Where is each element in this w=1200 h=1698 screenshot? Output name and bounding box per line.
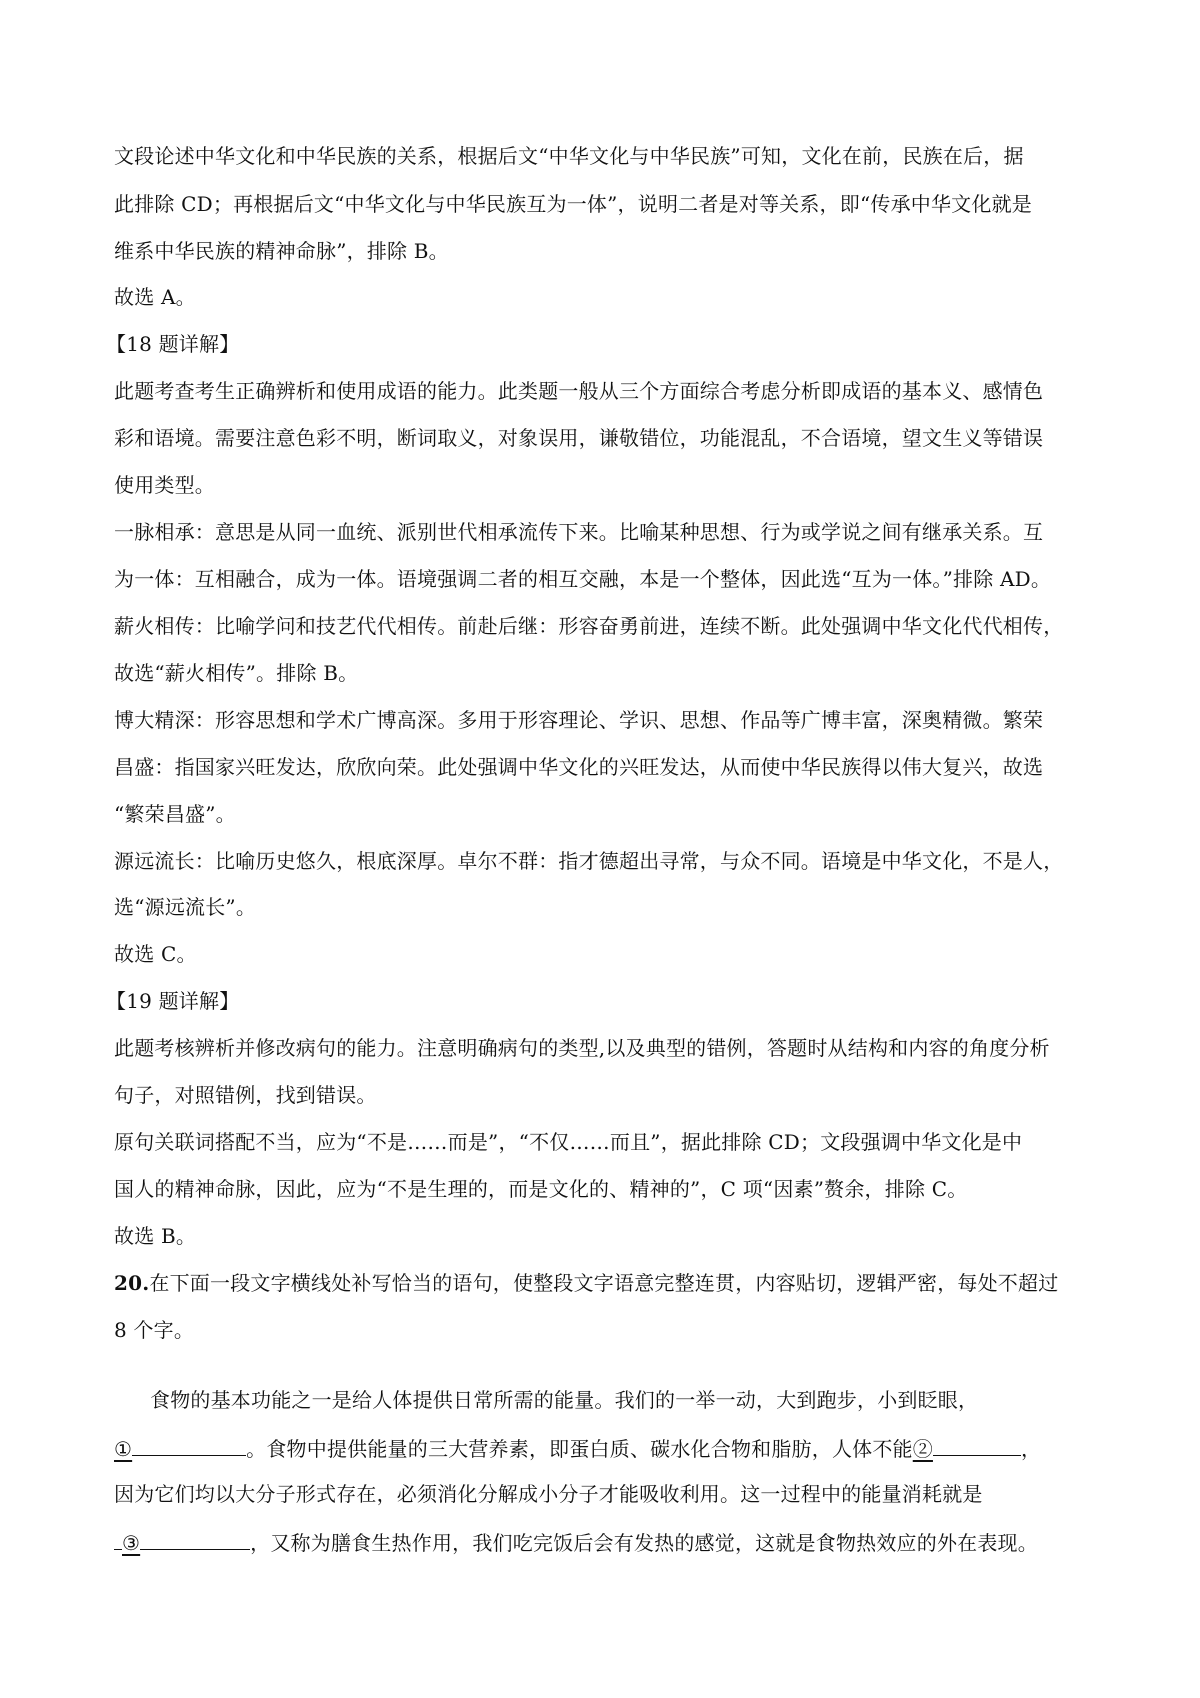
blank-3-lead [114, 1527, 122, 1550]
q19-heading: 【19 题详解】 [106, 989, 240, 1013]
blank-3-mark: ③ [122, 1531, 141, 1555]
q20-para-line-2-text: 。食物中提供能量的三大营养素，即蛋白质、碳水化合物和脂肪，人体不能 [246, 1437, 913, 1461]
q18-item1-line-2: 为一体：互相融合，成为一体。语境强调二者的相互交融，本是一个整体，因此选“互为一体。”排除 AD。 [114, 567, 1052, 591]
q20-para-line-4 [114, 1527, 1038, 1557]
q18-item4-line-1: 源远流长：比喻历史悠久，根底深厚。卓尔不群：指才德超出寻常，与众不同。语境是中华文化，不是人， [114, 849, 1064, 873]
q19-answer: 故选 B。 [114, 1224, 197, 1248]
q18-item1-line-1: 一脉相承：意思是从同一血统、派别世代相承流传下来。比喻某种思想、行为或学说之间有继承关系。互 [114, 520, 1044, 544]
q17-answer: 故选 A。 [114, 285, 196, 309]
q20-para-line-2-end: ， [1020, 1437, 1042, 1461]
q17-explain-line-3: 维系中华民族的精神命脉”，排除 B。 [114, 239, 449, 263]
q19-intro-line-1: 此题考核辨析并修改病句的能力。注意明确病句的类型,以及典型的错例，答题时从结构和内容的角度分析 [114, 1036, 1050, 1060]
q20-para-line-2 [114, 1433, 1041, 1463]
q20-stem-text-1: 在下面一段文字横线处补写恰当的语句，使整段文字语意完整连贯，内容贴切，逻辑严密，每处不超过 [149, 1271, 1059, 1295]
q20-para-line-1: 食物的基本功能之一是给人体提供日常所需的能量。我们的一举一动，大到跑步，小到眨眼， [150, 1388, 979, 1412]
q19-body-line-2: 国人的精神命脉，因此，应为“不是生理的，而是文化的、精神的”，C 项“因素”赘余，排除 C。 [114, 1177, 968, 1201]
q20-para-line-3: 因为它们均以大分子形式存在，必须消化分解成小分子才能吸收利用。这一过程中的能量消耗就是 [114, 1482, 983, 1506]
q19-intro-line-2: 句子，对照错例，找到错误。 [114, 1083, 377, 1107]
q18-item3-line-3: “繁荣昌盛”。 [114, 802, 236, 826]
blank-3[interactable] [140, 1527, 250, 1550]
q18-heading: 【18 题详解】 [106, 332, 240, 356]
q18-item3-line-1: 博大精深：形容思想和学术广博高深。多用于形容理论、学识、思想、作品等广博丰富，深奥精微。繁荣 [114, 708, 1044, 732]
q18-intro-line-1: 此题考查考生正确辨析和使用成语的能力。此类题一般从三个方面综合考虑分析即成语的基本义、感情色 [114, 379, 1044, 403]
q18-item2-line-2: 故选“薪火相传”。排除 B。 [114, 661, 359, 685]
q19-body-line-1: 原句关联词搭配不当，应为“不是……而是”，“不仅……而且”，据此排除 CD；文段强调中华文化是中 [114, 1130, 1023, 1154]
q20-stem-line-2: 8 个字。 [114, 1318, 195, 1342]
q18-intro-line-3: 使用类型。 [114, 473, 215, 497]
blank-2-mark: ② [912, 1437, 933, 1461]
blank-1-mark: ① [114, 1437, 133, 1461]
q18-item2-line-1: 薪火相传：比喻学问和技艺代代相传。前赴后继：形容奋勇前进，连续不断。此处强调中华文化代代相传， [114, 614, 1064, 638]
q18-intro-line-2: 彩和语境。需要注意色彩不明，断词取义，对象误用，谦敬错位，功能混乱，不合语境，望文生义等错误 [114, 426, 1044, 450]
q20-para-line-4-text: ，又称为膳食生热作用，我们吃完饭后会有发热的感觉，这就是食物热效应的外在表现。 [250, 1531, 1038, 1555]
q18-item3-line-2: 昌盛：指国家兴旺发达，欣欣向荣。此处强调中华文化的兴旺发达，从而使中华民族得以伟大复兴，故选 [114, 755, 1044, 779]
q18-answer: 故选 C。 [114, 942, 197, 966]
blank-1[interactable] [132, 1433, 246, 1456]
q17-explain-line-1: 文段论述中华文化和中华民族的关系，根据后文“中华文化与中华民族”可知，文化在前，民族在后，据 [114, 144, 1024, 168]
q20-stem-line-1 [114, 1269, 1058, 1297]
q18-item4-line-2: 选“源远流长”。 [114, 895, 257, 919]
q20-number: 20. [114, 1271, 150, 1295]
blank-2[interactable] [933, 1433, 1021, 1456]
q17-explain-line-2: 此排除 CD；再根据后文“中华文化与中华民族互为一体”，说明二者是对等关系，即“传承中华文化就是 [114, 192, 1032, 216]
